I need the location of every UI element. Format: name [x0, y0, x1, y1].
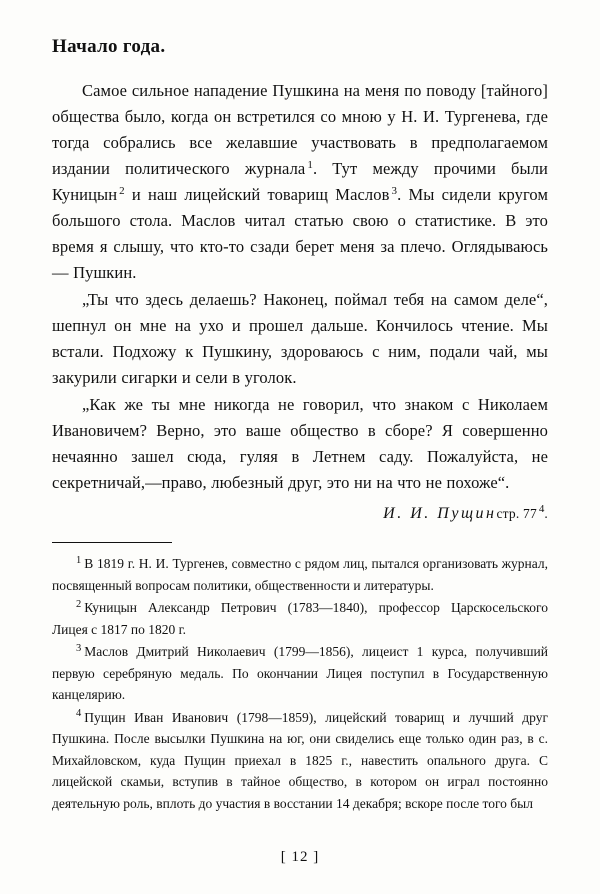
attribution-page-ref: стр. 77 [496, 506, 537, 521]
paragraph-1 [52, 78, 548, 286]
footnote-divider [52, 542, 172, 543]
paragraph-1-text-a: Самое сильное нападение Пушкина на меня по поводу [тайного] общества было, когда он встретился со мною у Н. И. Тургенева, где тогда собрались все желавшие участвовать в предполагаемом издании политического журнала [52, 81, 548, 178]
footnotes [52, 553, 548, 814]
footnote-3-marker: 3 [76, 642, 82, 654]
page-title: Начало года. [52, 36, 166, 57]
footnote-4-text: Пущин Иван Иванович (1798—1859), лицейский товарищ и лучший друг Пушкина. После высылки Пушкина на юг, они свиделись еще только один раз, в с. Михайловском, куда Пущин приехал в 1825 г., навестить опального друга. С лицейской скамьи, вступив в тайное общество, в котором он играл постоянно деятельную роль, вплоть до участия в восстании 14 декабря; вскоре после того был [52, 709, 548, 811]
paragraph-1-text-b: . Тут между прочими были Куницын [52, 159, 548, 204]
footnote-2-marker: 2 [76, 598, 82, 610]
footnote-marker-3: 3 [391, 184, 398, 197]
footnote-1-text: В 1819 г. Н. И. Тургенев, совместно с рядом лиц, пытался организовать журнал, посвященный вопросам политики, общественности и литературы. [52, 556, 548, 593]
attribution [52, 502, 548, 526]
body-text [52, 78, 548, 496]
footnote-2-text: Куницын Александр Петрович (1783—1840), профессор Царскосельского Лицея с 1817 по 1820 г. [52, 600, 548, 637]
paragraph-2: „Ты что здесь делаешь? Наконец, поймал тебя на самом деле“, шепнул он мне на ухо и прошел дальше. Кончилось чтение. Мы встали. Подхожу к Пушкину, здороваюсь с ним, подали чай, мы закурили сигарки и сели в уголок. [52, 290, 548, 387]
paragraph-3: „Как же ты мне никогда не говорил, что знаком с Николаем Ивановичем? Верно, это ваше общество в сборе? Я совершенно нечаянно зашел сюда, гуляя в Летнем саду. Пожалуйста, не секретничай,—право, любезный друг, это ни на что не похоже“. [52, 395, 548, 492]
footnote-3 [52, 641, 548, 706]
footnote-marker-1: 1 [307, 158, 313, 171]
footnote-marker-4: 4 [538, 502, 545, 515]
footnote-2 [52, 597, 548, 640]
footnote-4-marker: 4 [76, 708, 82, 719]
attribution-name: И. И. Пущин [383, 505, 497, 522]
footnote-4 [52, 707, 548, 815]
page-number: [ 12 ] [280, 849, 320, 865]
footnote-marker-2: 2 [119, 184, 125, 197]
attribution-period: . [544, 506, 548, 521]
footnote-3-text: Маслов Дмитрий Николаевич (1799—1856), лицеист 1 курса, получивший первую серебряную медаль. По окончании Лицея поступил в Государственную канцелярию. [52, 644, 548, 702]
footnote-1-marker: 1 [76, 554, 82, 566]
paragraph-1-text-c: и наш лицейский товарищ Маслов [124, 185, 390, 204]
footnote-1 [52, 553, 548, 596]
paragraph-1-text-d: . Мы сидели кругом большого стола. Маслов читал статью свою о статистике. В это время я слышу, что кто-то сзади берет меня за плечо. Оглядываюсь — Пушкин. [52, 185, 548, 282]
